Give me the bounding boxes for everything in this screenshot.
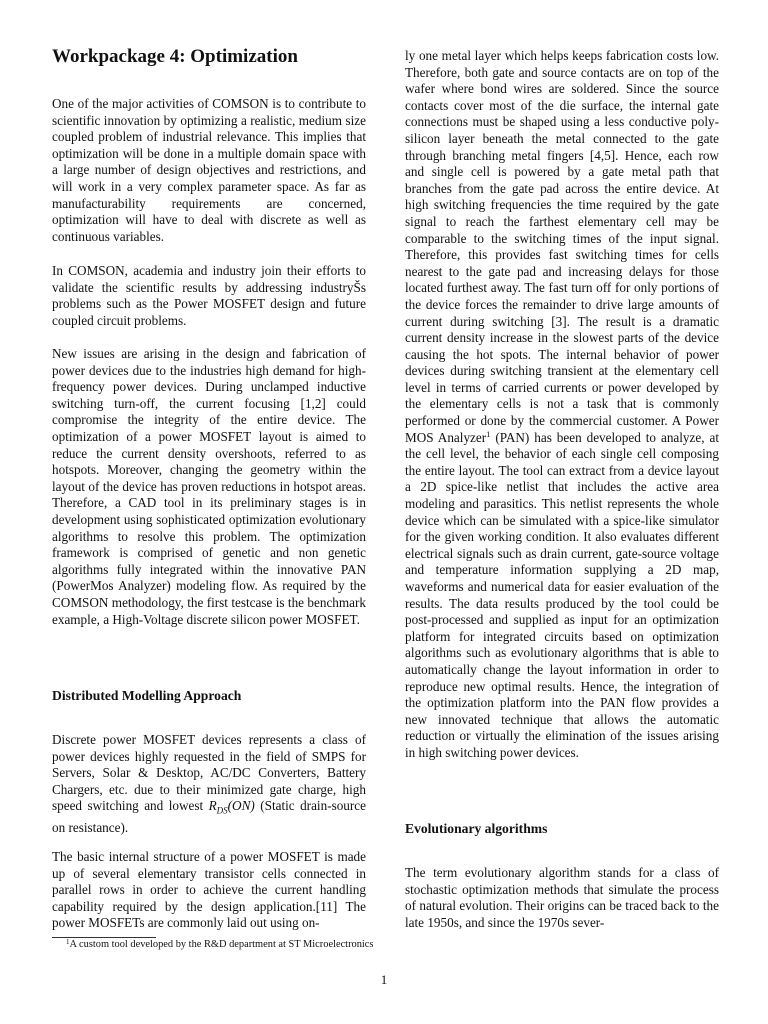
- section-heading-evolutionary-algorithms: Evolutionary algorithms: [405, 821, 548, 836]
- footnote-reference[interactable]: 1: [486, 428, 491, 439]
- evolutionary-paragraph: The term evolutionary algorithm stands for a class of stochastic optimization methods that simulate the process of natural evolution. Their origins can be traced back to the late 1950s, and since the 1970s sever-: [405, 865, 719, 930]
- page-number: 1: [380, 972, 388, 987]
- comson-paragraph: In COMSON, academia and industry join their efforts to validate the scientific results by addressing industryŠs problems such as the Power MOSFET design and future coupled circuit problems.: [52, 263, 366, 328]
- internal-structure-paragraph: The basic internal structure of a power MOSFET is made up of several elementary transistor cells connected in parallel rows in order to achieve the current handling capability required by the design application.[11] The power MOSFETs are commonly laid out using on-: [52, 849, 366, 931]
- issues-paragraph: New issues are arising in the design and fabrication of power devices due to the industries high demand for high-frequency power devices. During unclamped inductive switching turn-off, the current focusing [1,2] could compromise the integrity of the entire device. The optimization of a power MOSFET layout is aimed to reduce the current density overshoots, referred to as hotspots. Moreover, changing the geometry within the layout of the device has proven reductions in hotspot areas. Therefore, a CAD tool in its preliminary stages is in development using sophisticated optimization evolutionary algorithms to resolve this problem. The optimization framework is comprised of genetic and non genetic algorithms fully integrated within the innovative PAN (PowerMos Analyzer) modeling flow. As required by the COMSON methodology, the first testcase is the benchmark example, a High-Voltage discrete silicon power MOSFET.: [52, 346, 366, 627]
- mosfet-devices-paragraph: [52, 732, 366, 836]
- layout-text: ly one metal layer which helps keeps fabrication costs low. Therefore, both gate and source contacts are on top of the wafer where bond wires are soldered. Since the source contacts cover most of the die surface, the internal gate connections must be shaped using a less conductive poly-silicon layer beneath the metal connected to the gate through branching metal fingers [4,5]. Hence, each row and single cell is powered by a gate metal path that branches from the gate pad across the entire device. At high switching frequencies the time required by the gate signal to reach the farthest elementary cell may be comparable to the switching times of the input signal. Therefore, this provides fast switching times for cells nearest to the gate pad and increasing delays for those located furthest away. The fast turn off for only portions of the device forces the remainder to drive large amounts of current during switching [3]. The result is a dramatic current density increase in the slowest parts of the device causing the hot spots. The internal behavior of power devices during switching transient at the elementary cell level in terms of carried currents or power developed by the elementary cells is not a task that is commonly performed or done by the commercial customer. A Power MOS Analyzer: [405, 48, 719, 445]
- rds-on-symbol: $R_{DS}(ON)$: [208, 798, 255, 817]
- mosfet-devices-text: Discrete power MOSFET devices represents a class of power devices highly requested in the field of SMPS for Servers, Solar & Desktop, AC/DC Converters, Battery Chargers, etc. due to their minimized gate charge, high speed switching and lowest: [52, 732, 366, 814]
- section-heading-distributed-modelling: Distributed Modelling Approach: [52, 688, 242, 703]
- layout-text-continued: (PAN) has been developed to analyze, at the cell level, the behavior of each single cell composing the entire layout. The tool can extract from a device layout a 2D spice-like netlist that includes the active area modeling and parasitics. This netlist represents the whole device which can be simulated with a spice-like simulator for the given working condition. It also evaluates different electrical signals such as drain current, gate-source voltage and temperature information supplying a 2D map, waveforms and numerical data for easier evaluation of the results. The data results produced by the tool could be post-processed and supplied as input for an optimization platform for integrated circuits based on optimization algorithms such as evolutionary algorithms that is able to automatically change the layout information in order to reproduce new optimal results. Hence, the integration of the optimization platform into the PAN flow provides a new innovated technique that allows the automatic reduction or virtually the elimination of the issues arising in high switching power devices.: [405, 429, 719, 760]
- footnote-mark: 1: [66, 938, 70, 946]
- layout-paragraph: [405, 48, 719, 762]
- page-title: Workpackage 4: Optimization: [52, 46, 298, 67]
- rds-on-description: (Static drain-source on resistance).: [52, 798, 366, 835]
- intro-paragraph: One of the major activities of COMSON is to contribute to scientific innovation by optimizing a realistic, medium size coupled problem of industrial relevance. This implies that optimization will be done in a multiple domain space with a large number of design objectives and restrictions, and will work in a very complex parameter space. As far as manufacturability requirements are concerned, optimization will have to deal with discrete as well as continuous variables.: [52, 96, 366, 244]
- footnote: [66, 939, 373, 951]
- footnote-text: A custom tool developed by the R&D department at ST Microelectronics: [69, 939, 374, 950]
